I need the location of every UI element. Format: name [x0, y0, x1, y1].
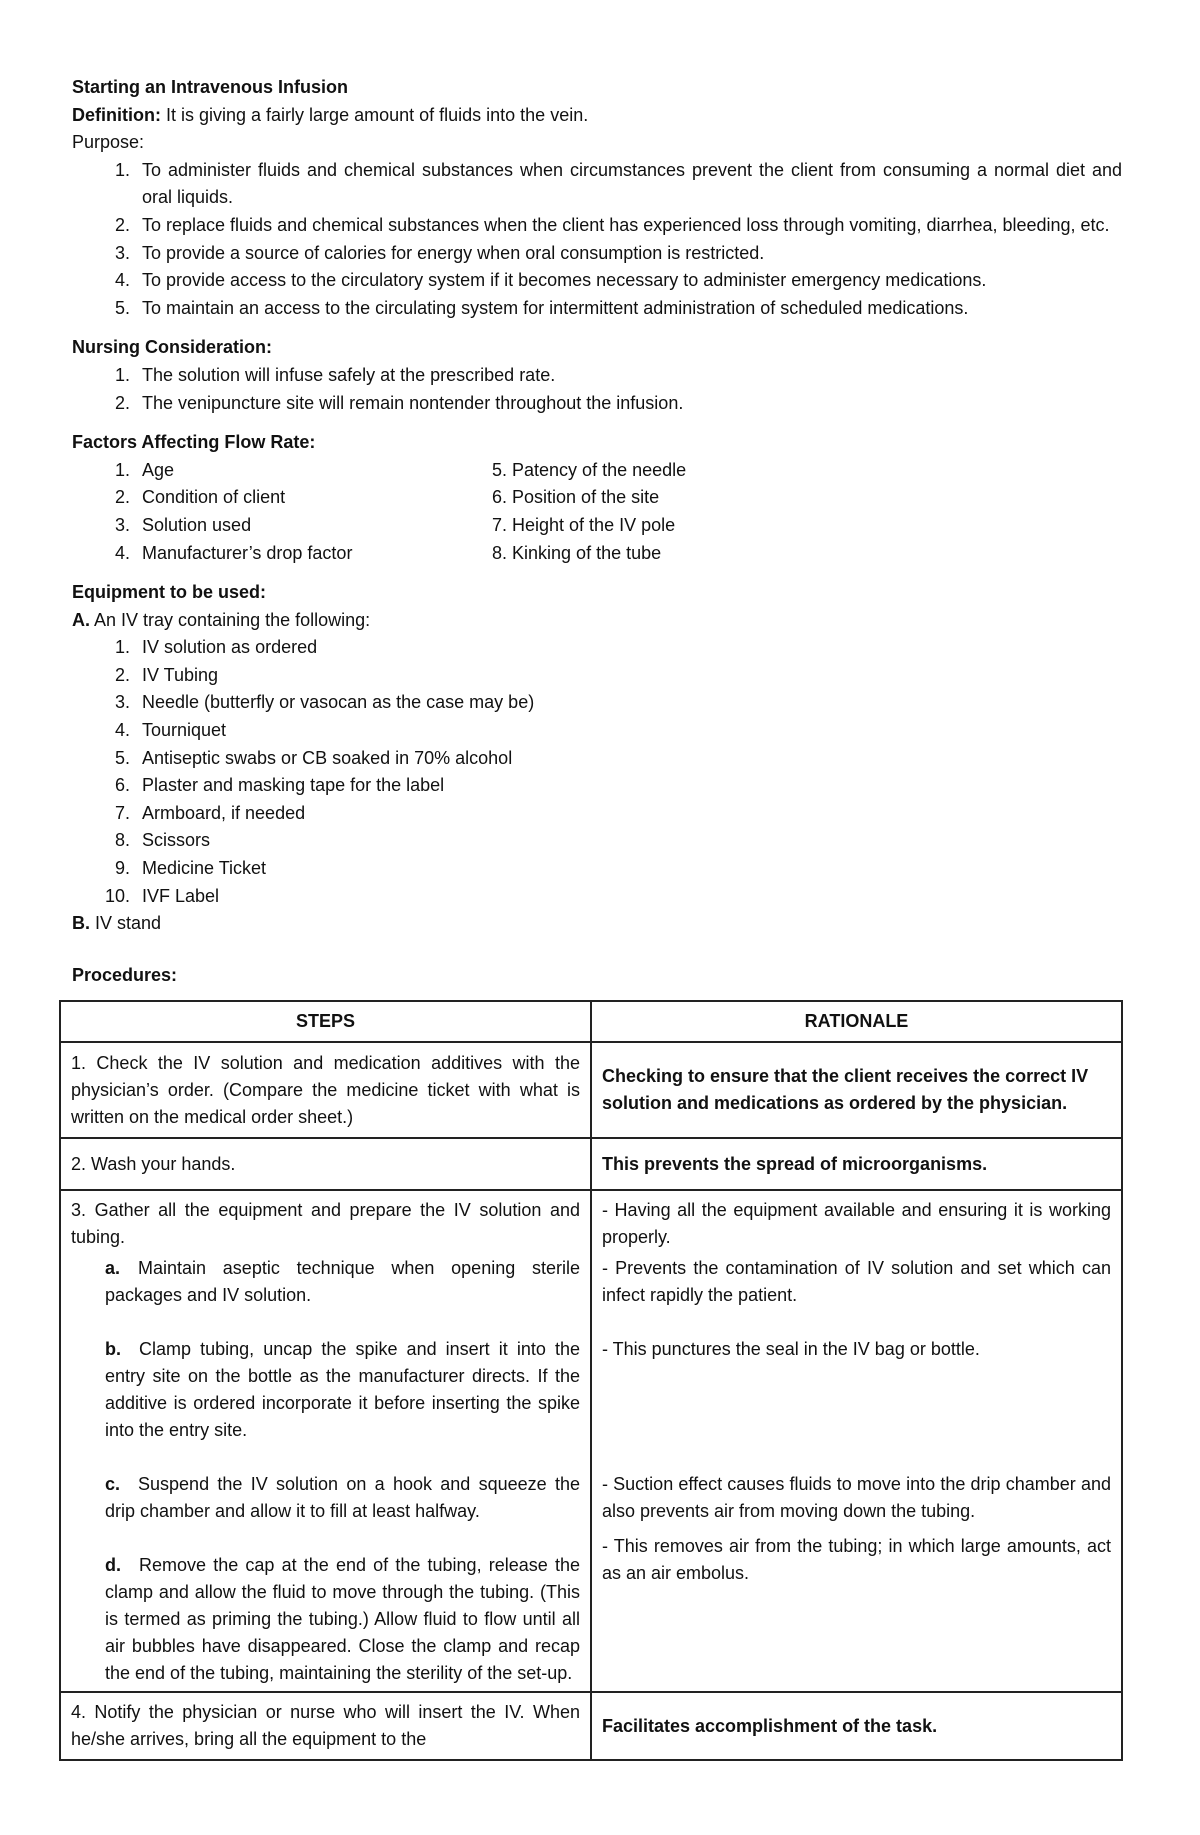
list-item: 2. Condition of client	[114, 487, 286, 508]
list-item: 7. Height of the IV pole	[492, 514, 676, 535]
list-item: 5. Patency of the needle	[492, 459, 687, 480]
factors-list	[72, 457, 1122, 567]
definition	[72, 102, 1122, 130]
list-item: 5. Antiseptic swabs or CB soaked in 70% alcohol	[114, 747, 513, 768]
step-cell: 1. Check the IV solution and medication additives with the physician’s order. (Compare the medicine ticket with what is written on the medical order sheet.)	[60, 1042, 591, 1138]
list-item: 9. Medicine Ticket	[114, 858, 267, 879]
table-row	[60, 1190, 1122, 1692]
equipment-label: Equipment to be used:	[72, 582, 267, 603]
step-cell: 3. Gather all the equipment and prepare the IV solution and tubing. a. Maintain aseptic technique when opening sterile packages and IV solution. b. Clamp tubing, uncap the spike and insert it into the entry site on the bottle as the manufacturer directs. If the additive is ordered incorporate it before inserting the spike into the entry site. c. Suspend the IV solution on a hook and squeeze the drip chamber and allow it to fill at least halfway. d. Remove the cap at the end of the tubing, release the clamp and allow the fluid to move through the tubing. (This is termed as priming the tubing.) Allow fluid to flow until all air bubbles have disappeared. Close the clamp and recap the end of the tubing, maintaining the sterility of the set-up.	[60, 1190, 591, 1692]
list-item: 2. IV Tubing	[114, 664, 219, 685]
purpose-label: Purpose:	[72, 132, 145, 153]
rationale-cell: - Having all the equipment available and ensuring it is working properly. - Prevents the contamination of IV solution and set which can infect rapidly the patient. - This punctures the seal in the IV bag or bottle. - Suction effect causes fluids to move into the drip chamber and also prevents air from moving down the tubing. - This removes air from the tubing; in which large amounts, act as an air embolus.	[591, 1190, 1122, 1692]
list-item: 7. Armboard, if needed	[114, 802, 306, 823]
list-item: 4. To provide access to the circulatory system if it becomes necessary to administer emergency medications.	[114, 270, 987, 291]
document-body	[72, 74, 1122, 989]
nursing-consideration-list	[72, 362, 1122, 417]
list-item: 2. To replace fluids and chemical substances when the client has experienced loss through vomiting, diarrhea, bleeding, etc.	[114, 214, 1110, 235]
rationale-cell: This prevents the spread of microorganisms.	[591, 1138, 1122, 1190]
definition-text: It is giving a fairly large amount of fluids into the vein.	[166, 104, 589, 125]
sub-step-d: d. Remove the cap at the end of the tubing, release the clamp and allow the fluid to move through the tubing. (This is termed as priming the tubing.) Allow fluid to flow until all air bubbles have disappeared. Close the clamp and recap the end of the tubing, maintaining the sterility of the set-up.	[105, 1555, 580, 1683]
rationale-column-header: RATIONALE	[591, 1001, 1122, 1042]
list-item: 3. Needle (butterfly or vasocan as the case may be)	[114, 692, 535, 713]
list-item: 1. Age	[114, 459, 175, 480]
list-item: 8. Scissors	[114, 830, 211, 851]
nursing-consideration-label: Nursing Consideration:	[72, 337, 273, 358]
list-item: 1. To administer fluids and chemical substances when circumstances prevent the client from consuming a normal diet and oral liquids.	[114, 159, 1122, 208]
step-cell: 2. Wash your hands.	[60, 1138, 591, 1190]
sub-step-a: a. Maintain aseptic technique when opening sterile packages and IV solution.	[105, 1258, 580, 1305]
equipment-b: B. IV stand	[72, 913, 162, 934]
factors-label: Factors Affecting Flow Rate:	[72, 432, 316, 453]
list-item: 4. Manufacturer’s drop factor	[114, 542, 353, 563]
table-row	[60, 1692, 1122, 1760]
list-item: 3. Solution used	[114, 514, 252, 535]
definition-label: Definition:	[72, 104, 161, 125]
list-item: 4. Tourniquet	[114, 720, 227, 741]
procedures-label: Procedures:	[72, 964, 178, 985]
rationale-cell: Checking to ensure that the client receives the correct IV solution and medications as ordered by the physician.	[591, 1042, 1122, 1138]
list-item: 10. IVF Label	[104, 885, 220, 906]
procedures-table	[59, 1000, 1123, 1761]
list-item: 6. Position of the site	[492, 487, 660, 508]
rationale-cell: Facilitates accomplishment of the task.	[591, 1692, 1122, 1760]
list-item: 1. The solution will infuse safely at the prescribed rate.	[114, 364, 556, 385]
table-row	[60, 1138, 1122, 1190]
list-item: 5. To maintain an access to the circulating system for intermittent administration of scheduled medications.	[114, 297, 969, 318]
list-item: 3. To provide a source of calories for energy when oral consumption is restricted.	[114, 242, 765, 263]
list-item: 6. Plaster and masking tape for the label	[114, 775, 445, 796]
steps-column-header: STEPS	[60, 1001, 591, 1042]
sub-step-c: c. Suspend the IV solution on a hook and squeeze the drip chamber and allow it to fill at least halfway.	[105, 1474, 580, 1521]
list-item: 2. The venipuncture site will remain nontender throughout the infusion.	[114, 392, 684, 413]
equipment-a: A. An IV tray containing the following:	[72, 609, 371, 630]
list-item: 1. IV solution as ordered	[114, 637, 318, 658]
document-title: Starting an Intravenous Infusion	[72, 77, 349, 97]
sub-step-b: b. Clamp tubing, uncap the spike and insert it into the entry site on the bottle as the manufacturer directs. If the additive is ordered incorporate it before inserting the spike into the entry site.	[105, 1339, 580, 1440]
step-cell: 4. Notify the physician or nurse who will insert the IV. When he/she arrives, bring all the equipment to the	[60, 1692, 591, 1760]
table-header-row	[60, 1001, 1122, 1042]
list-item: 8. Kinking of the tube	[492, 542, 662, 563]
purpose-list	[72, 157, 1122, 323]
equipment-list	[72, 634, 1122, 910]
table-row	[60, 1042, 1122, 1138]
